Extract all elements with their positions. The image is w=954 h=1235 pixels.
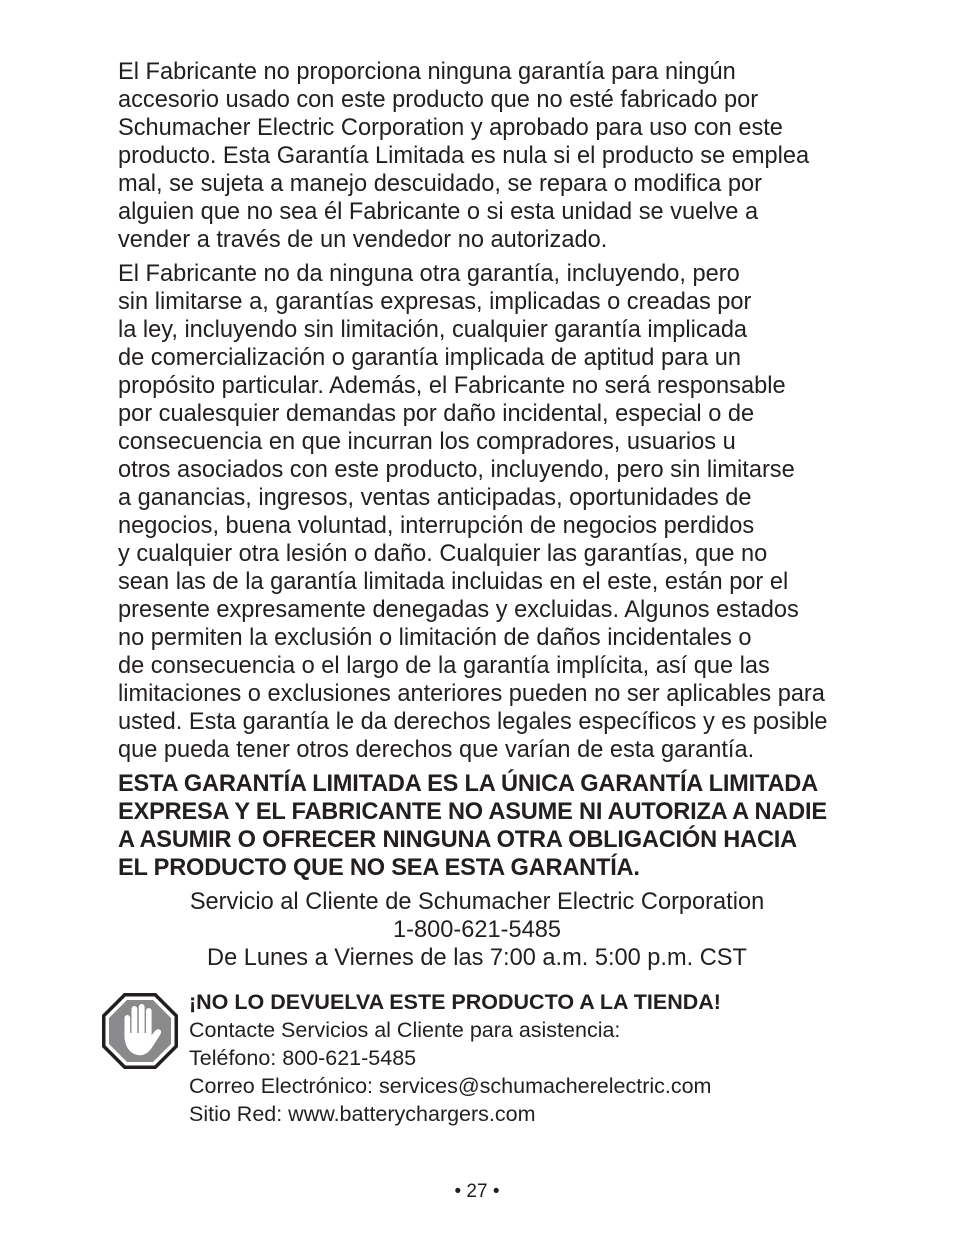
text-line: El Fabricante no proporciona ninguna garantía para ningún: [118, 59, 736, 85]
notice-contact: Contacte Servicios al Cliente para asistencia:: [189, 1018, 621, 1042]
text-line: accesorio usado con este producto que no esté fabricado por: [118, 87, 759, 113]
text-line: EL PRODUCTO QUE NO SEA ESTA GARANTÍA.: [118, 855, 640, 881]
text-line: Schumacher Electric Corporation y aprobado para uso con este: [118, 115, 783, 141]
notice-phone: Teléfono: 800-621-5485: [189, 1046, 417, 1070]
text-line: mal, se sujeta a manejo descuidado, se repara o modifica por: [118, 171, 762, 197]
text-line: la ley, incluyendo sin limitación, cualquier garantía implicada: [118, 317, 748, 343]
text-line: presente expresamente denegadas y excluidas. Algunos estados: [118, 597, 799, 623]
text-line: de comercialización o garantía implicada de aptitud para un: [118, 345, 741, 371]
text-line: usted. Esta garantía le da derechos legales específicos y es posible: [118, 709, 828, 735]
text-line: sean las de la garantía limitada incluidas en el este, están por el: [118, 569, 789, 595]
text-line: EXPRESA Y EL FABRICANTE NO ASUME NI AUTORIZA A NADIE: [118, 799, 827, 825]
text-line: por cualesquier demandas por daño incidental, especial o de: [118, 401, 755, 427]
notice-text: [189, 988, 721, 1128]
text-line: vender a través de un vendedor no autorizado.: [118, 227, 608, 253]
warranty-text: [118, 58, 908, 890]
paragraph-accessories: [118, 58, 908, 254]
text-line: que pueda tener otros derechos que varían de esta garantía.: [118, 737, 755, 763]
text-line: El Fabricante no da ninguna otra garantía, incluyendo, pero: [118, 261, 740, 287]
text-line: limitaciones o exclusiones anteriores pueden no ser aplicables para: [118, 681, 825, 707]
notice-website: Sitio Red: www.batterychargers.com: [189, 1102, 536, 1126]
text-line: consecuencia en que incurran los compradores, usuarios u: [118, 429, 736, 455]
text-line: no permiten la exclusión o limitación de daños incidentales o: [118, 625, 752, 651]
page-number: • 27 •: [454, 1181, 500, 1202]
notice-email: Correo Electrónico: services@schumacherelectric.com: [189, 1074, 712, 1098]
exclusive-warranty-statement: [118, 770, 908, 882]
service-phone: 1-800-621-5485: [393, 917, 561, 943]
text-line: negocios, buena voluntad, interrupción de negocios perdidos: [118, 513, 755, 539]
return-notice: [100, 988, 900, 1138]
text-line: propósito particular. Además, el Fabricante no será responsable: [118, 373, 786, 399]
text-line: alguien que no sea él Fabricante o si esta unidad se vuelve a: [118, 199, 759, 225]
text-line: producto. Esta Garantía Limitada es nula si el producto se emplea: [118, 143, 810, 169]
text-line: A ASUMIR O OFRECER NINGUNA OTRA OBLIGACIÓN HACIA: [118, 827, 797, 853]
stop-hand-icon: [100, 991, 180, 1071]
text-line: y cualquier otra lesión o daño. Cualquier las garantías, que no: [118, 541, 768, 567]
text-line: otros asociados con este producto, incluyendo, pero sin limitarse: [118, 457, 795, 483]
notice-heading: ¡NO LO DEVUELVA ESTE PRODUCTO A LA TIENDA!: [189, 990, 721, 1014]
text-line: a ganancias, ingresos, ventas anticipadas, oportunidades de: [118, 485, 752, 511]
customer-service-block: [0, 888, 954, 972]
text-line: de consecuencia o el largo de la garantía implícita, así que las: [118, 653, 770, 679]
text-line: ESTA GARANTÍA LIMITADA ES LA ÚNICA GARANTÍA LIMITADA: [118, 771, 818, 797]
paragraph-disclaimer: [118, 260, 908, 764]
text-line: sin limitarse a, garantías expresas, implicadas o creadas por: [118, 289, 752, 315]
service-hours: De Lunes a Viernes de las 7:00 a.m. 5:00 p.m. CST: [207, 945, 747, 971]
service-title: Servicio al Cliente de Schumacher Electric Corporation: [189, 889, 765, 915]
